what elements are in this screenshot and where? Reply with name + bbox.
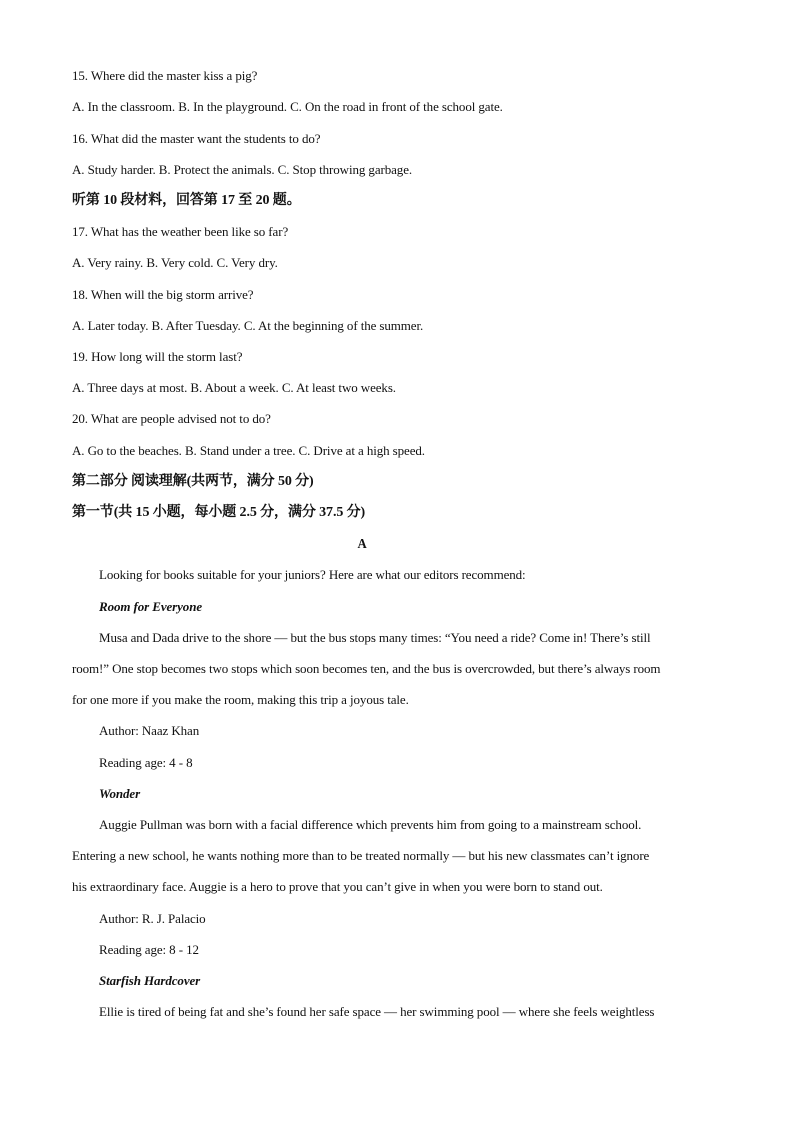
question-17: 17. What has the weather been like so far?: [72, 224, 289, 239]
part-two-heading: 第二部分 阅读理解(共两节，满分 50 分): [72, 474, 314, 489]
question-17-options: A. Very rainy. B. Very cold. C. Very dry.: [72, 255, 278, 270]
book1-desc-line2: room!” One stop becomes two stops which soon becomes ten, and the bus is overcrowded, but there’s always room: [72, 661, 661, 676]
book1-reading-age: Reading age: 4 - 8: [99, 755, 193, 770]
book2-author: Author: R. J. Palacio: [99, 911, 206, 926]
book3-desc-line1: Ellie is tired of being fat and she’s found her safe space — her swimming pool — where she feels weightless: [99, 1004, 655, 1019]
question-19: 19. How long will the storm last?: [72, 349, 243, 364]
book-title-room-for-everyone: Room for Everyone: [99, 599, 203, 614]
book2-desc-line1: Auggie Pullman was born with a facial difference which prevents him from going to a mainstream school.: [99, 817, 642, 832]
question-19-options: A. Three days at most. B. About a week. C. At least two weeks.: [72, 380, 396, 395]
passage-intro: Looking for books suitable for your juniors? Here are what our editors recommend:: [99, 567, 526, 582]
book2-reading-age: Reading age: 8 - 12: [99, 942, 199, 957]
question-18-options: A. Later today. B. After Tuesday. C. At the beginning of the summer.: [72, 318, 424, 333]
section-10-instruction: 听第 10 段材料，回答第 17 至 20 题。: [72, 193, 301, 208]
book2-desc-line3: his extraordinary face. Auggie is a hero to prove that you can’t give in when you were born to stand out.: [72, 879, 603, 894]
question-15: 15. Where did the master kiss a pig?: [72, 68, 258, 83]
question-20-options: A. Go to the beaches. B. Stand under a tree. C. Drive at a high speed.: [72, 443, 425, 458]
question-20: 20. What are people advised not to do?: [72, 411, 271, 426]
book1-desc-line3: for one more if you make the room, making this trip a joyous tale.: [72, 692, 409, 707]
book1-author: Author: Naaz Khan: [99, 723, 200, 738]
passage-label: A: [357, 537, 367, 552]
book-title-wonder: Wonder: [99, 786, 141, 801]
question-16-options: A. Study harder. B. Protect the animals. C. Stop throwing garbage.: [72, 162, 413, 177]
question-18: 18. When will the big storm arrive?: [72, 287, 254, 302]
question-15-options: A. In the classroom. B. In the playground. C. On the road in front of the school gate.: [72, 99, 503, 114]
book1-desc-line1: Musa and Dada drive to the shore — but the bus stops many times: “You need a ride? Come in! There’s still: [99, 630, 651, 645]
question-16: 16. What did the master want the students to do?: [72, 131, 321, 146]
book2-desc-line2: Entering a new school, he wants nothing more than to be treated normally — but his new classmates can’t ignore: [72, 848, 650, 863]
book-title-starfish-hardcover: Starfish Hardcover: [99, 973, 201, 988]
section-one-heading: 第一节(共 15 小题，每小题 2.5 分，满分 37.5 分): [72, 505, 366, 520]
